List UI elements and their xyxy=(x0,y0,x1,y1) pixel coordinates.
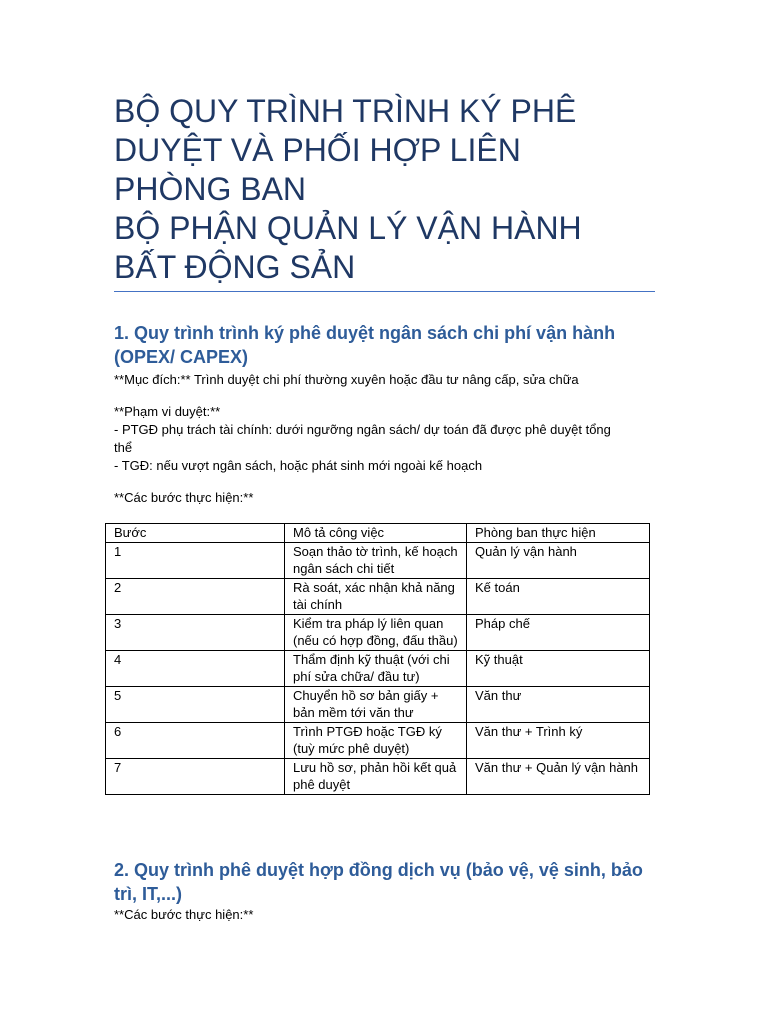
heading-line: 2. Quy trình phê duyệt hợp đồng dịch vụ (bảo vệ, vệ sinh, bảo xyxy=(114,860,643,880)
header-cell: Phòng ban thực hiện xyxy=(467,524,650,543)
table-row xyxy=(106,687,650,723)
table-row xyxy=(106,723,650,759)
table-cell: Kỹ thuật xyxy=(467,651,650,687)
table-cell: Thẩm định kỹ thuật (với chi phí sửa chữa/ đầu tư) xyxy=(285,651,467,687)
table-header-row xyxy=(106,524,650,543)
scope-line: **Phạm vi duyệt:** xyxy=(114,404,221,419)
table-cell: 3 xyxy=(106,615,285,651)
table-cell: 6 xyxy=(106,723,285,759)
table-cell: 7 xyxy=(106,759,285,795)
title-line: DUYỆT VÀ PHỐI HỢP LIÊN xyxy=(114,132,521,168)
heading-line: trì, IT,...) xyxy=(114,884,183,904)
table-cell: Trình PTGĐ hoặc TGĐ ký (tuỳ mức phê duyệt) xyxy=(285,723,467,759)
table-row xyxy=(106,543,650,579)
scope-line: - PTGĐ phụ trách tài chính: dưới ngưỡng ngân sách/ dự toán đã được phê duyệt tổng xyxy=(114,422,611,437)
table-row xyxy=(106,615,650,651)
table-cell: Rà soát, xác nhận khả năng tài chính xyxy=(285,579,467,615)
title-line: BỘ QUY TRÌNH TRÌNH KÝ PHÊ xyxy=(114,93,577,129)
section-2-heading xyxy=(114,858,654,906)
table-cell: 1 xyxy=(106,543,285,579)
table-cell: 4 xyxy=(106,651,285,687)
table-cell: Pháp chế xyxy=(467,615,650,651)
table-cell: Kế toán xyxy=(467,579,650,615)
table-cell: Soạn thảo tờ trình, kế hoạch ngân sách chi tiết xyxy=(285,543,467,579)
table-cell: Quản lý vận hành xyxy=(467,543,650,579)
table-cell: 5 xyxy=(106,687,285,723)
scope-block xyxy=(114,403,654,475)
section-1-heading xyxy=(114,321,654,369)
table-cell: Lưu hồ sơ, phản hồi kết quả phê duyệt xyxy=(285,759,467,795)
title-line: PHÒNG BAN xyxy=(114,171,307,207)
purpose-text: **Mục đích:** Trình duyệt chi phí thường xuyên hoặc đầu tư nâng cấp, sửa chữa xyxy=(114,372,579,387)
table-row xyxy=(106,651,650,687)
steps-label: **Các bước thực hiện:** xyxy=(114,490,254,505)
scope-line: thể xyxy=(114,440,133,455)
table-cell: Văn thư xyxy=(467,687,650,723)
heading-line: (OPEX/ CAPEX) xyxy=(114,347,249,367)
title-divider xyxy=(114,291,655,292)
table-row xyxy=(106,579,650,615)
table-cell: Văn thư + Trình ký xyxy=(467,723,650,759)
table-cell: Kiểm tra pháp lý liên quan (nếu có hợp đồng, đấu thầu) xyxy=(285,615,467,651)
section-2-steps-label: **Các bước thực hiện:** xyxy=(114,907,254,922)
table-cell: Văn thư + Quản lý vận hành xyxy=(467,759,650,795)
heading-line: 1. Quy trình trình ký phê duyệt ngân sách chi phí vận hành xyxy=(114,323,616,343)
table-cell: Chuyển hồ sơ bản giấy + bản mềm tới văn thư xyxy=(285,687,467,723)
table-cell: 2 xyxy=(106,579,285,615)
table-row xyxy=(106,759,650,795)
title-line: BỘ PHẬN QUẢN LÝ VẬN HÀNH xyxy=(114,210,582,246)
document-title xyxy=(114,92,674,287)
title-line: BẤT ĐỘNG SẢN xyxy=(114,249,356,285)
steps-table xyxy=(105,523,650,795)
scope-line: - TGĐ: nếu vượt ngân sách, hoặc phát sinh mới ngoài kế hoạch xyxy=(114,458,483,473)
header-cell: Bước xyxy=(106,524,285,543)
header-cell: Mô tả công việc xyxy=(285,524,467,543)
